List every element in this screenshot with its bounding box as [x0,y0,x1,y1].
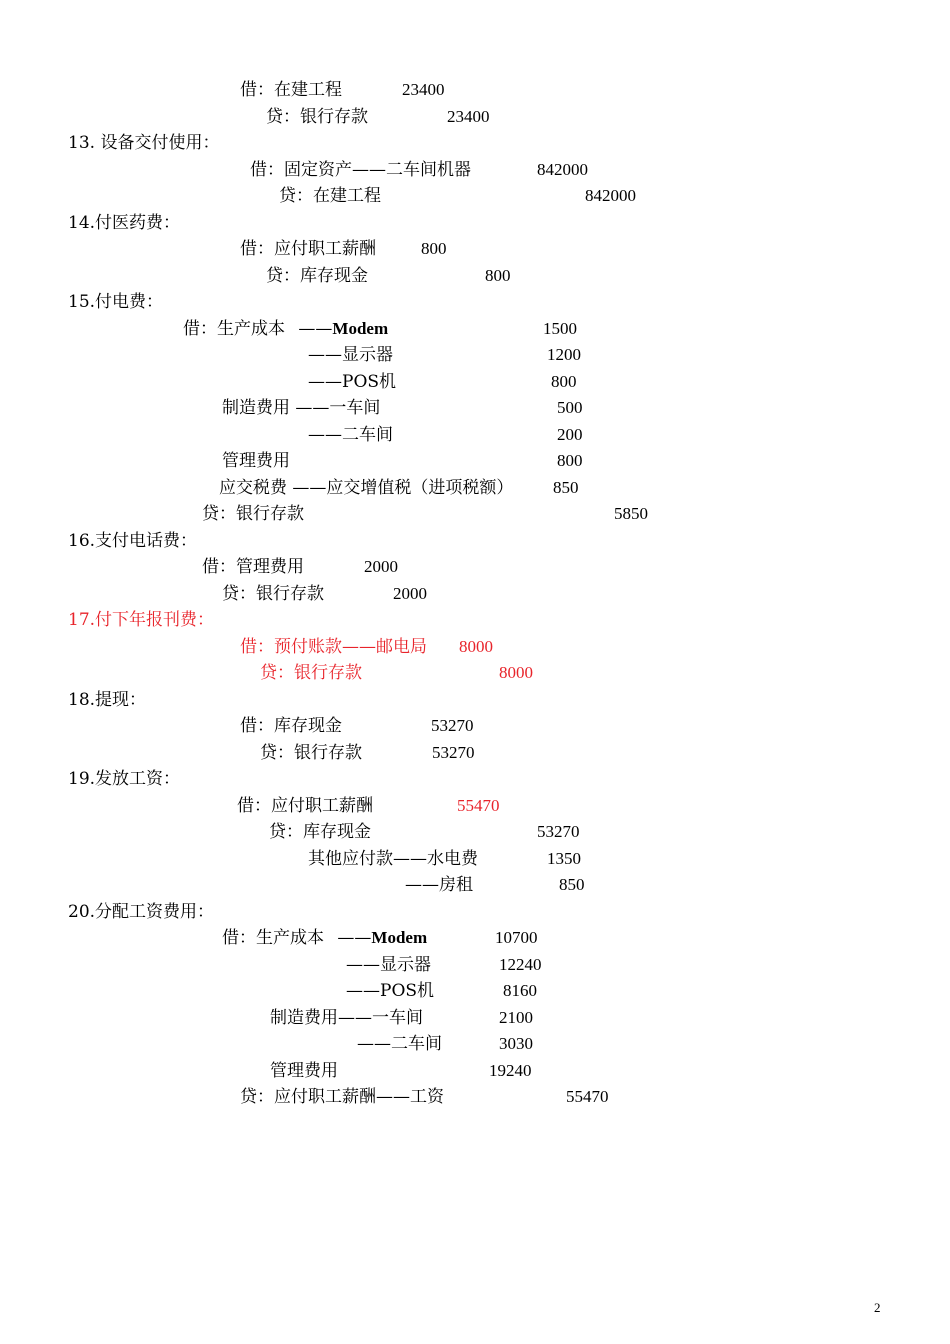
entry-heading-16: 16.支付电话费： [68,531,198,551]
account-label: 贷：银行存款 [266,107,368,127]
journal-line-debit: 借：应付职工薪酬 [237,796,373,816]
entry-heading-15: 15.付电费： [68,292,164,312]
amount: 1200 [547,345,581,364]
amount: 53270 [431,716,474,735]
amount: 23400 [447,107,490,126]
amount: 850 [553,478,579,497]
amount: 5850 [614,504,648,523]
sub-account: Modem [371,928,428,947]
amount: 55470 [566,1087,609,1106]
sub-account-line: 制造费用 ——一车间 [222,398,381,418]
amount: 842000 [537,160,588,179]
amount: 500 [557,398,583,417]
entry-heading-17: 17.付下年报刊费： [68,610,215,630]
amount: 53270 [432,743,475,762]
sub-account-line: 管理费用 [270,1061,338,1081]
amount: 850 [559,875,585,894]
amount: 53270 [537,822,580,841]
amount: 800 [551,372,577,391]
entry-heading-19: 19.发放工资： [68,769,181,789]
amount: 1500 [543,319,577,338]
amount: 12240 [499,955,542,974]
journal-line-credit [266,106,368,128]
journal-line-credit: 贷：银行存款 [260,743,362,763]
sub-account-line: 其他应付款——水电费 [308,849,478,869]
amount: 2100 [499,1008,533,1027]
journal-line-credit: 贷：银行存款 [222,584,324,604]
entry-heading-20: 20.分配工资费用： [68,902,215,922]
entry-heading-14: 14.付医药费： [68,213,181,233]
sub-account-line: 应交税费 ——应交增值税（进项税额） [219,478,514,498]
sub-account: Modem [332,319,389,338]
account-label: 借：生产成本 [222,928,324,948]
sub-account-line: ——二车间 [308,425,393,445]
journal-line-debit: 借：预付账款——邮电局 [240,637,427,657]
amount: 800 [485,266,511,285]
sub-account-line: ——POS机 [346,981,435,1001]
journal-line-credit: 贷：在建工程 [279,186,381,206]
amount: 8160 [503,981,537,1000]
sub-account-line: 制造费用——一车间 [270,1008,423,1028]
amount: 8000 [499,663,533,682]
account-label: 借：在建工程 [240,80,342,100]
journal-line-debit: 借：应付职工薪酬 [240,239,376,259]
journal-line-debit [240,79,342,101]
amount: 2000 [393,584,427,603]
journal-line-credit: 贷：库存现金 [269,822,371,842]
amount: 3030 [499,1034,533,1053]
journal-line-credit: 贷：库存现金 [266,266,368,286]
journal-line-credit: 贷：应付职工薪酬——工资 [240,1087,444,1107]
amount: 200 [557,425,583,444]
journal-line-debit [183,318,388,340]
journal-line-credit: 贷：银行存款 [260,663,362,683]
sub-account-line: ——POS机 [308,372,397,392]
amount: 842000 [585,186,636,205]
entry-heading-13: 13. 设备交付使用： [68,133,220,153]
dash: —— [337,928,372,948]
journal-line-debit: 借：库存现金 [240,716,342,736]
journal-line-debit: 借：固定资产——二车间机器 [250,160,471,180]
amount: 10700 [495,928,538,947]
sub-account-line: ——显示器 [346,955,431,975]
dash: —— [298,319,333,339]
page-number: 2 [874,1300,881,1315]
account-label: 借：生产成本 [183,319,285,339]
amount: 19240 [489,1061,532,1080]
journal-line-debit [222,927,427,949]
amount: 8000 [459,637,493,656]
amount: 800 [421,239,447,258]
sub-account-line: ——显示器 [308,345,393,365]
sub-account-line: 管理费用 [222,451,290,471]
amount: 1350 [547,849,581,868]
entry-heading-18: 18.提现： [68,690,147,710]
journal-line-credit: 贷：银行存款 [202,504,304,524]
journal-line-debit: 借：管理费用 [202,557,304,577]
amount: 55470 [457,796,500,815]
sub-account-line: ——房租 [405,875,473,895]
amount: 23400 [402,80,445,99]
sub-account-line: ——二车间 [357,1034,442,1054]
amount: 800 [557,451,583,470]
amount: 2000 [364,557,398,576]
